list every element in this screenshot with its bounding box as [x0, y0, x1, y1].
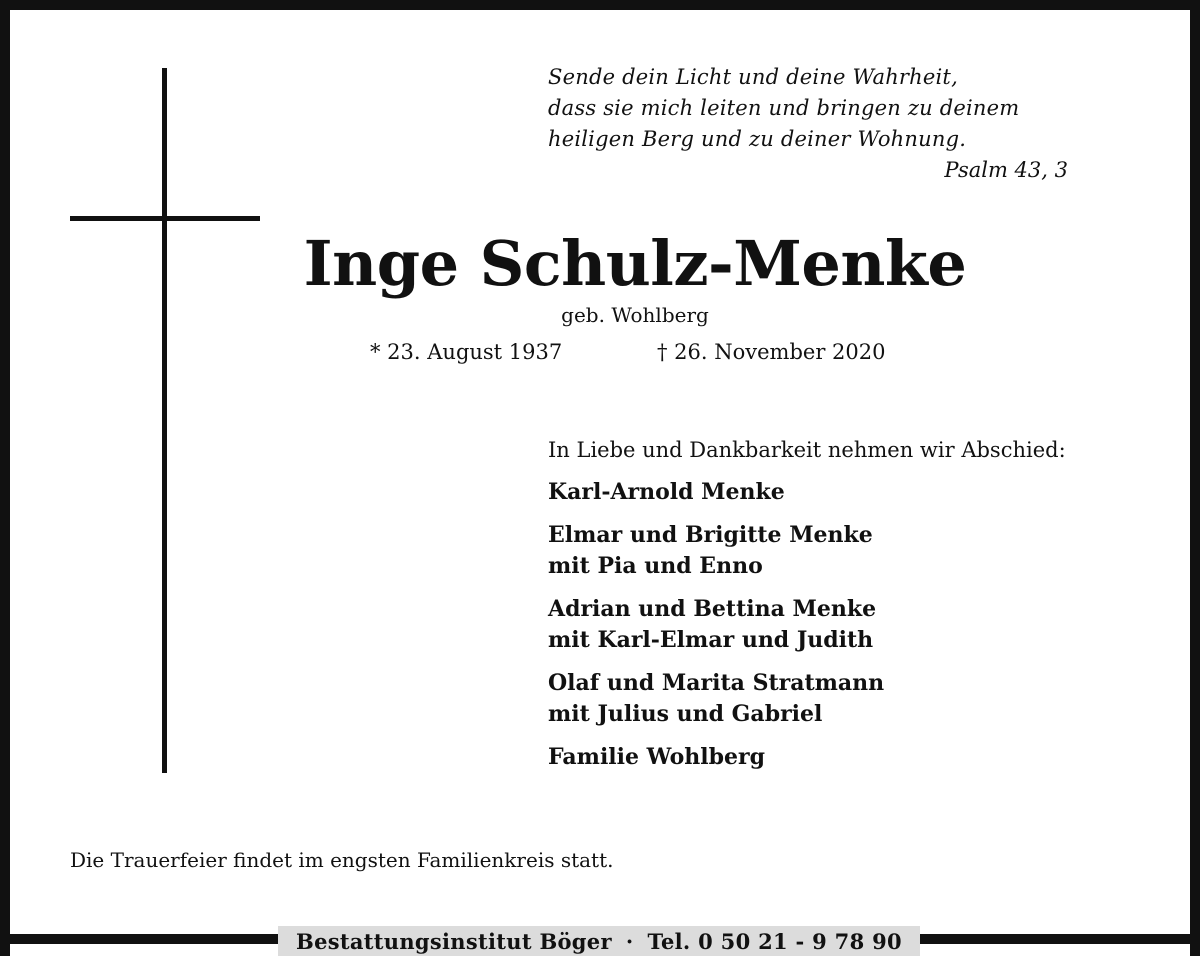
quote-line: dass sie mich leiten und bringen zu deinem [548, 96, 1020, 120]
mourner-line: mit Karl-Elmar und Judith [548, 627, 874, 653]
cross-icon-horizontal-bar [70, 216, 260, 221]
quote-line: Sende dein Licht und deine Wahrheit, [548, 65, 958, 89]
mourner-entry [548, 477, 884, 508]
mourner-line: Familie Wohlberg [548, 744, 765, 770]
mourner-line: mit Julius und Gabriel [548, 701, 823, 727]
farewell-line: In Liebe und Dankbarkeit nehmen wir Abschied: [548, 438, 1066, 462]
mourners-list [548, 477, 884, 785]
bible-quote [548, 62, 1068, 155]
mourner-line: Elmar und Brigitte Menke [548, 522, 873, 548]
mourner-line: mit Pia und Enno [548, 553, 763, 579]
mourner-entry [548, 668, 884, 730]
footer-separator: · [625, 928, 634, 954]
deceased-name: Inge Schulz-Menke [303, 227, 967, 300]
quote-line: heiligen Berg und zu deiner Wohnung. [548, 127, 967, 151]
mourner-entry [548, 520, 884, 582]
undertaker-phone: Tel. 0 50 21 - 9 78 90 [647, 928, 902, 954]
cross-icon-vertical-bar [162, 68, 167, 773]
maiden-name: geb. Wohlberg [561, 303, 709, 327]
birth-date: * 23. August 1937 [370, 340, 563, 364]
quote-reference: Psalm 43, 3 [944, 158, 1068, 182]
mourner-line: Adrian und Bettina Menke [548, 596, 877, 622]
undertaker-name: Bestattungsinstitut Böger [296, 928, 612, 954]
death-date: † 26. November 2020 [657, 340, 886, 364]
mourner-line: Olaf und Marita Stratmann [548, 670, 885, 696]
mourner-line: Karl-Arnold Menke [548, 479, 785, 505]
ceremony-note: Die Trauerfeier findet im engsten Familienkreis statt. [70, 848, 614, 872]
mourner-entry [548, 742, 884, 773]
undertaker-footer [278, 926, 920, 956]
mourner-entry [548, 594, 884, 656]
